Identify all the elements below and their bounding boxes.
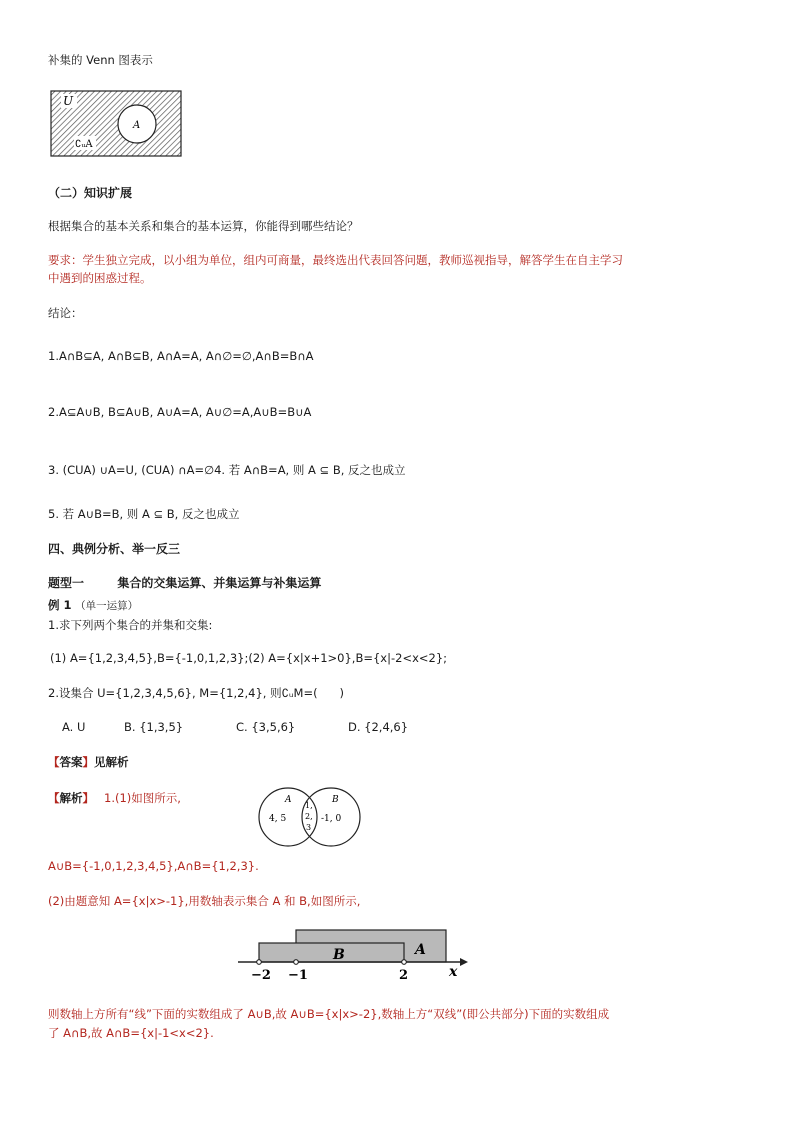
intersection-element-2: 2, [305,812,313,821]
example-1-subtitle: （单一运算） [75,600,139,612]
set-b-region [259,943,404,962]
intersection-element-3: 3 [306,823,312,832]
result-line-1: A∪B={-1,0,1,2,3,4,5},A∩B={1,2,3}. [48,859,259,873]
open-point-2 [402,960,407,965]
open-point-minus-1 [294,960,299,965]
universal-label: U [63,94,74,108]
option-d: D. {2,4,6} [348,720,409,734]
option-b: B. {1,3,5} [124,720,184,734]
final-line-2: 了 A∩B,故 A∩B={x|-1<x<2}. [48,1026,214,1040]
option-a: A. U [62,720,86,734]
analysis-line [48,790,181,806]
two-set-venn-diagram [255,785,365,849]
region-b-label: B [333,947,345,963]
analysis-intro: 1.(1)如图所示, [104,791,181,805]
region-a-label: A [415,942,426,958]
section-examples-heading: 四、典例分析、举一反三 [48,542,181,556]
answer-word: 答案 [59,755,83,769]
only-a-elements: 4, 5 [269,814,287,824]
axis-label-x: x [449,964,458,980]
result-line-2: (2)由题意知 A={x|x>-1},用数轴表示集合 A 和 B,如图所示, [48,894,361,908]
example-1-heading [48,597,138,613]
analysis-bracket-close: 】 [82,791,94,805]
requirement-line-2: 中遇到的困惑过程。 [48,271,152,285]
question-1: 1.求下列两个集合的并集和交集: [48,618,213,632]
venn-b-label: B [332,795,339,805]
section-extension-heading: （二）知识扩展 [48,186,133,200]
question-1-parts: (1) A={1,2,3,4,5},B={-1,0,1,2,3};(2) A={x|x+1>0},B={x|-2<x<2}; [50,651,448,665]
example-1-title: 例 1 [48,598,72,612]
set-a-label: A [133,120,141,131]
complement-label: ∁ᵤA [75,139,93,150]
analysis-word: 解析 [59,791,83,805]
analysis-bracket-open: 【 [48,791,60,805]
intersection-element-1: 1, [305,801,313,810]
option-c: C. {3,5,6} [236,720,296,734]
x-axis-arrow [460,958,468,966]
answer-line [48,754,129,770]
conclusion-item-2: 2.A⊆A∪B, B⊆A∪B, A∪A=A, A∪∅=A,A∪B=B∪A [48,405,312,419]
answer-bracket-open: 【 [48,755,60,769]
type-one-heading: 题型一 集合的交集运算、并集运算与补集运算 [48,576,322,590]
number-line-diagram [238,926,470,984]
conclusion-label: 结论： [48,306,83,320]
tick-label-minus-2: −2 [251,968,271,983]
answer-text: 见解析 [94,755,129,769]
tick-label-2: 2 [399,968,409,983]
tick-label-minus-1: −1 [288,968,308,983]
requirement-line-1: 要求：学生独立完成，以小组为单位，组内可商量，最终选出代表回答问题，教师巡视指导，解答学生在自主学习 [48,253,623,267]
complement-venn-diagram [50,90,184,158]
conclusion-item-5: 5. 若 A∪B=B, 则 A ⊆ B, 反之也成立 [48,507,240,521]
conclusion-item-1: 1.A∩B⊆A, A∩B⊆B, A∩A=A, A∩∅=∅,A∩B=B∩A [48,349,314,363]
open-point-minus-2 [257,960,262,965]
venn-caption: 补集的 Venn 图表示 [48,53,153,67]
conclusion-item-3: 3. (CUA) ∪A=U, (CUA) ∩A=∅4. 若 A∩B=A, 则 A ⊆ B, 反之也成立 [48,463,406,477]
final-line-1: 则数轴上方所有“线”下面的实数组成了 A∪B,故 A∪B={x|x>-2},数轴上方“双线”(即公共部分)下面的实数组成 [48,1007,610,1021]
answer-bracket-close: 】 [82,755,94,769]
question-text: 根据集合的基本关系和集合的基本运算，你能得到哪些结论？ [48,219,359,233]
only-b-elements: -1, 0 [321,814,342,824]
venn-a-label: A [285,795,292,805]
question-2: 2.设集合 U={1,2,3,4,5,6}, M={1,2,4}, 则∁ᵤM=( ) [48,686,345,700]
